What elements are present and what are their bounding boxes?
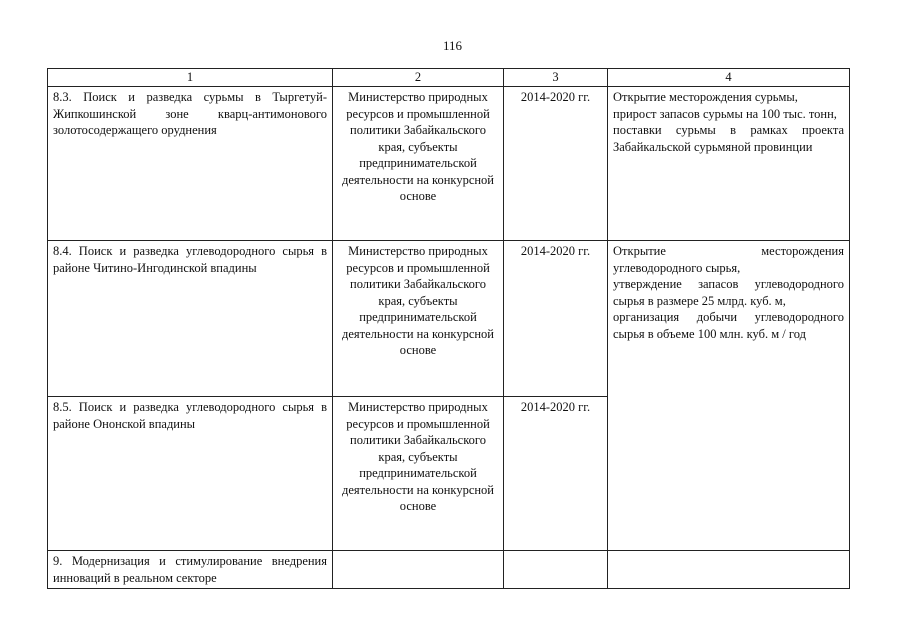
column-header-2: 2: [333, 69, 504, 87]
program-table: [47, 68, 850, 589]
result-line: поставки сурьмы в рамках проекта Забайкальской сурьмяной провинции: [613, 123, 844, 154]
result-line: Открытие месторождения углеводородного сырья,: [613, 244, 844, 275]
result-line: организация добычи углеводородного сырья в объеме 100 млн. куб. м / год: [613, 310, 844, 341]
result-line: прирост запасов сурьмы на 100 тыс. тонн,: [613, 106, 837, 121]
column-header-4: 4: [608, 69, 850, 87]
period-cell: 2014-2020 гг.: [504, 397, 608, 551]
result-cell: [608, 551, 850, 589]
executor-cell: Министерство природных ресурсов и промышленной политики Забайкальского края, субъекты предпринимательской деятельности на конкурсной основе: [333, 397, 504, 551]
page-number: 116: [442, 38, 463, 53]
column-header-3: 3: [504, 69, 608, 87]
result-cell: [608, 87, 850, 241]
executor-cell: Министерство природных ресурсов и промышленной политики Забайкальского края, субъекты предпринимательской деятельности на конкурсной основе: [333, 87, 504, 241]
table-row: [48, 241, 850, 397]
column-header-1: 1: [48, 69, 333, 87]
activity-cell: 8.3. Поиск и разведка сурьмы в Тыргетуй-Жипкошинской зоне кварц-антимонового золотосодержащего оруднения: [48, 87, 333, 241]
result-line: утверждение запасов углеводородного сырья в размере 25 млрд. куб. м,: [613, 277, 844, 308]
activity-cell: 8.5. Поиск и разведка углеводородного сырья в районе Ононской впадины: [48, 397, 333, 551]
result-cell: [608, 241, 850, 551]
period-cell: 2014-2020 гг.: [504, 87, 608, 241]
executor-cell: [333, 551, 504, 589]
table-row: [48, 551, 850, 589]
period-cell: [504, 551, 608, 589]
table-row: [48, 87, 850, 241]
activity-cell: 8.4. Поиск и разведка углеводородного сырья в районе Читино-Ингодинской впадины: [48, 241, 333, 397]
activity-cell: 9. Модернизация и стимулирование внедрения инноваций в реальном секторе: [48, 551, 333, 589]
period-cell: 2014-2020 гг.: [504, 241, 608, 397]
executor-cell: Министерство природных ресурсов и промышленной политики Забайкальского края, субъекты предпринимательской деятельности на конкурсной основе: [333, 241, 504, 397]
result-line: Открытие месторождения сурьмы,: [613, 90, 798, 104]
header-row: [48, 69, 850, 87]
